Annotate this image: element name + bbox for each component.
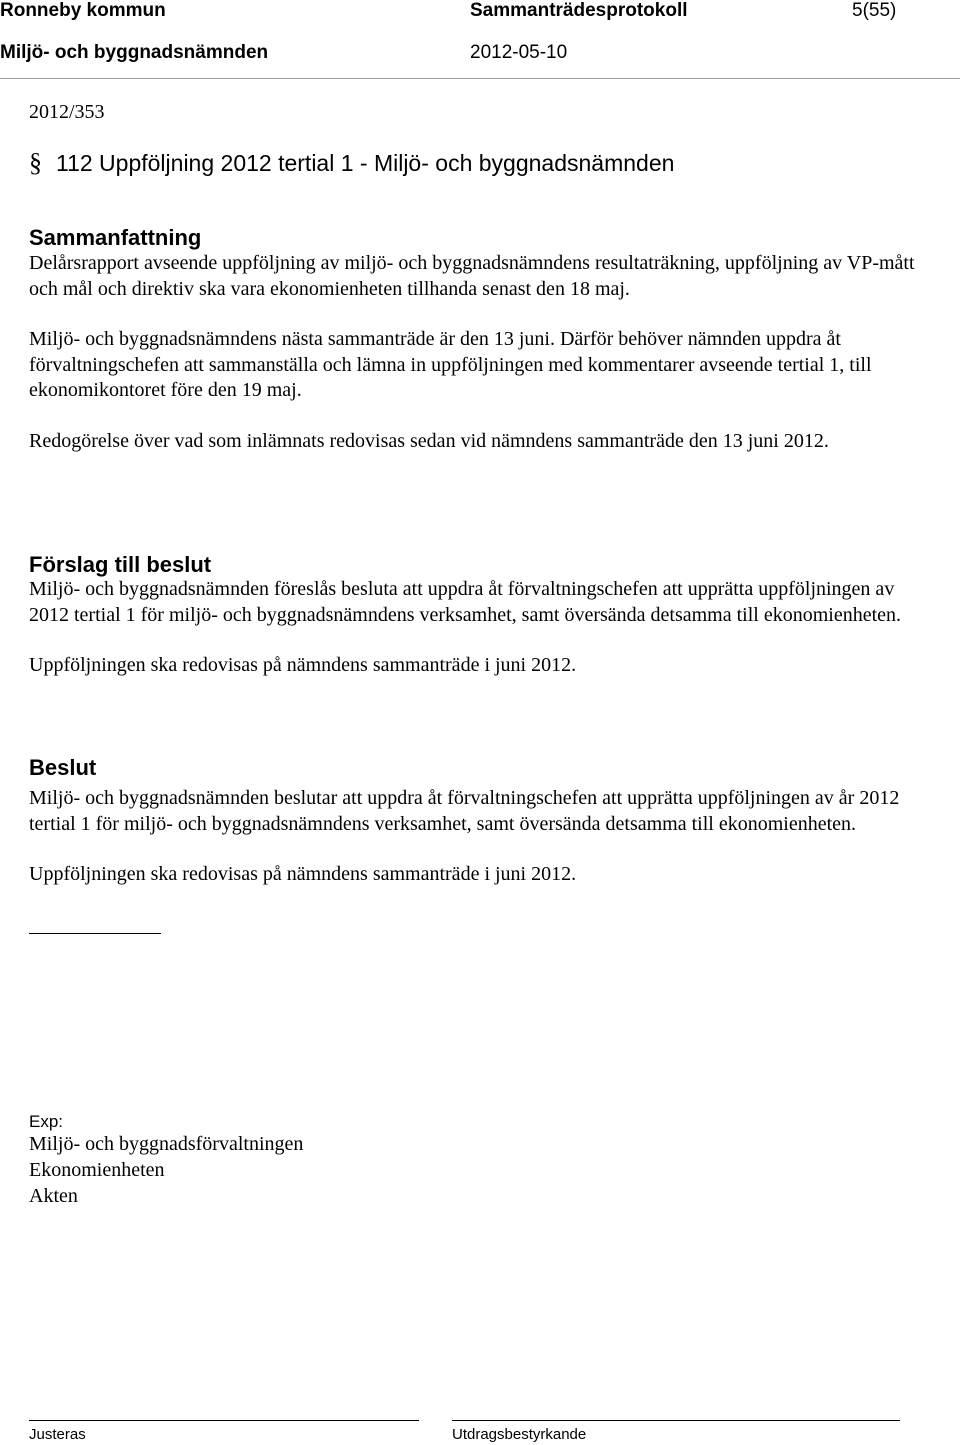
end-of-section-line (29, 933, 161, 934)
proposal-paragraph-1: Miljö- och byggnadsnämnden föreslås besluta att uppdra åt förvaltningschefen att upprätta uppföljningen av 2012 tertial 1 för miljö- och byggnadsnämndens verksamhet, samt översända detsamma till ekonomienheten. (29, 578, 902, 626)
proposal-paragraph-2: Uppföljningen ska redovisas på nämndens sammanträde i juni 2012. (29, 654, 577, 676)
decision-paragraph-1: Miljö- och byggnadsnämnden beslutar att uppdra åt förvaltningschefen att upprätta uppföljningen av år 2012 tertial 1 för miljö- och byggnadsnämndens verksamhet, samt översända detsamma till ekonomienheten. (29, 787, 900, 835)
section-symbol: § (29, 148, 42, 177)
summary-heading: Sammanfattning (29, 225, 202, 250)
case-number: 2012/353 (29, 101, 105, 123)
distribution-item: Miljö- och byggnadsförvaltningen (29, 1133, 304, 1155)
utdragsbestyrkande-signature-line (452, 1420, 900, 1421)
justeras-signature-line (29, 1420, 419, 1421)
header-divider (0, 78, 960, 79)
proposal-heading: Förslag till beslut (29, 552, 212, 577)
distribution-item: Ekonomienheten (29, 1159, 165, 1181)
paragraph-title (29, 148, 674, 178)
summary-paragraph-1: Delårsrapport avseende uppföljning av miljö- och byggnadsnämndens resultaträkning, uppföljning av VP-mått och mål och direktiv ska vara ekonomienheten tillhanda senast den 18 maj. (29, 252, 915, 300)
decision-heading: Beslut (29, 755, 97, 780)
summary-paragraph-3: Redogörelse över vad som inlämnats redovisas sedan vid nämndens sammanträde den 13 juni 2012. (29, 429, 829, 452)
municipality-name: Ronneby kommun (0, 0, 166, 21)
document-type: Sammanträdesprotokoll (470, 0, 688, 21)
committee-name: Miljö- och byggnadsnämnden (0, 42, 269, 63)
decision-paragraph-2: Uppföljningen ska redovisas på nämndens sammanträde i juni 2012. (29, 863, 577, 885)
summary-body (29, 251, 934, 454)
summary-paragraph-2: Miljö- och byggnadsnämndens nästa sammanträde är den 13 juni. Därför behöver nämnden uppdra åt förvaltningschefen att sammanställa och lämna in uppföljningen med kommentarer avseende tertial 1, till ekonomikontoret före den 19 maj. (29, 328, 872, 401)
distribution-item: Akten (29, 1185, 78, 1207)
distribution-label: Exp: (29, 1112, 64, 1131)
decision-body (29, 786, 934, 888)
meeting-date: 2012-05-10 (470, 42, 568, 63)
footer-justeras: Justeras (29, 1426, 86, 1443)
footer-utdragsbestyrkande: Utdragsbestyrkande (452, 1426, 587, 1443)
page-number: 5(55) (852, 0, 897, 21)
proposal-body (29, 577, 934, 679)
paragraph-title-text: 112 Uppföljning 2012 tertial 1 - Miljö- och byggnadsnämnden (56, 150, 675, 176)
